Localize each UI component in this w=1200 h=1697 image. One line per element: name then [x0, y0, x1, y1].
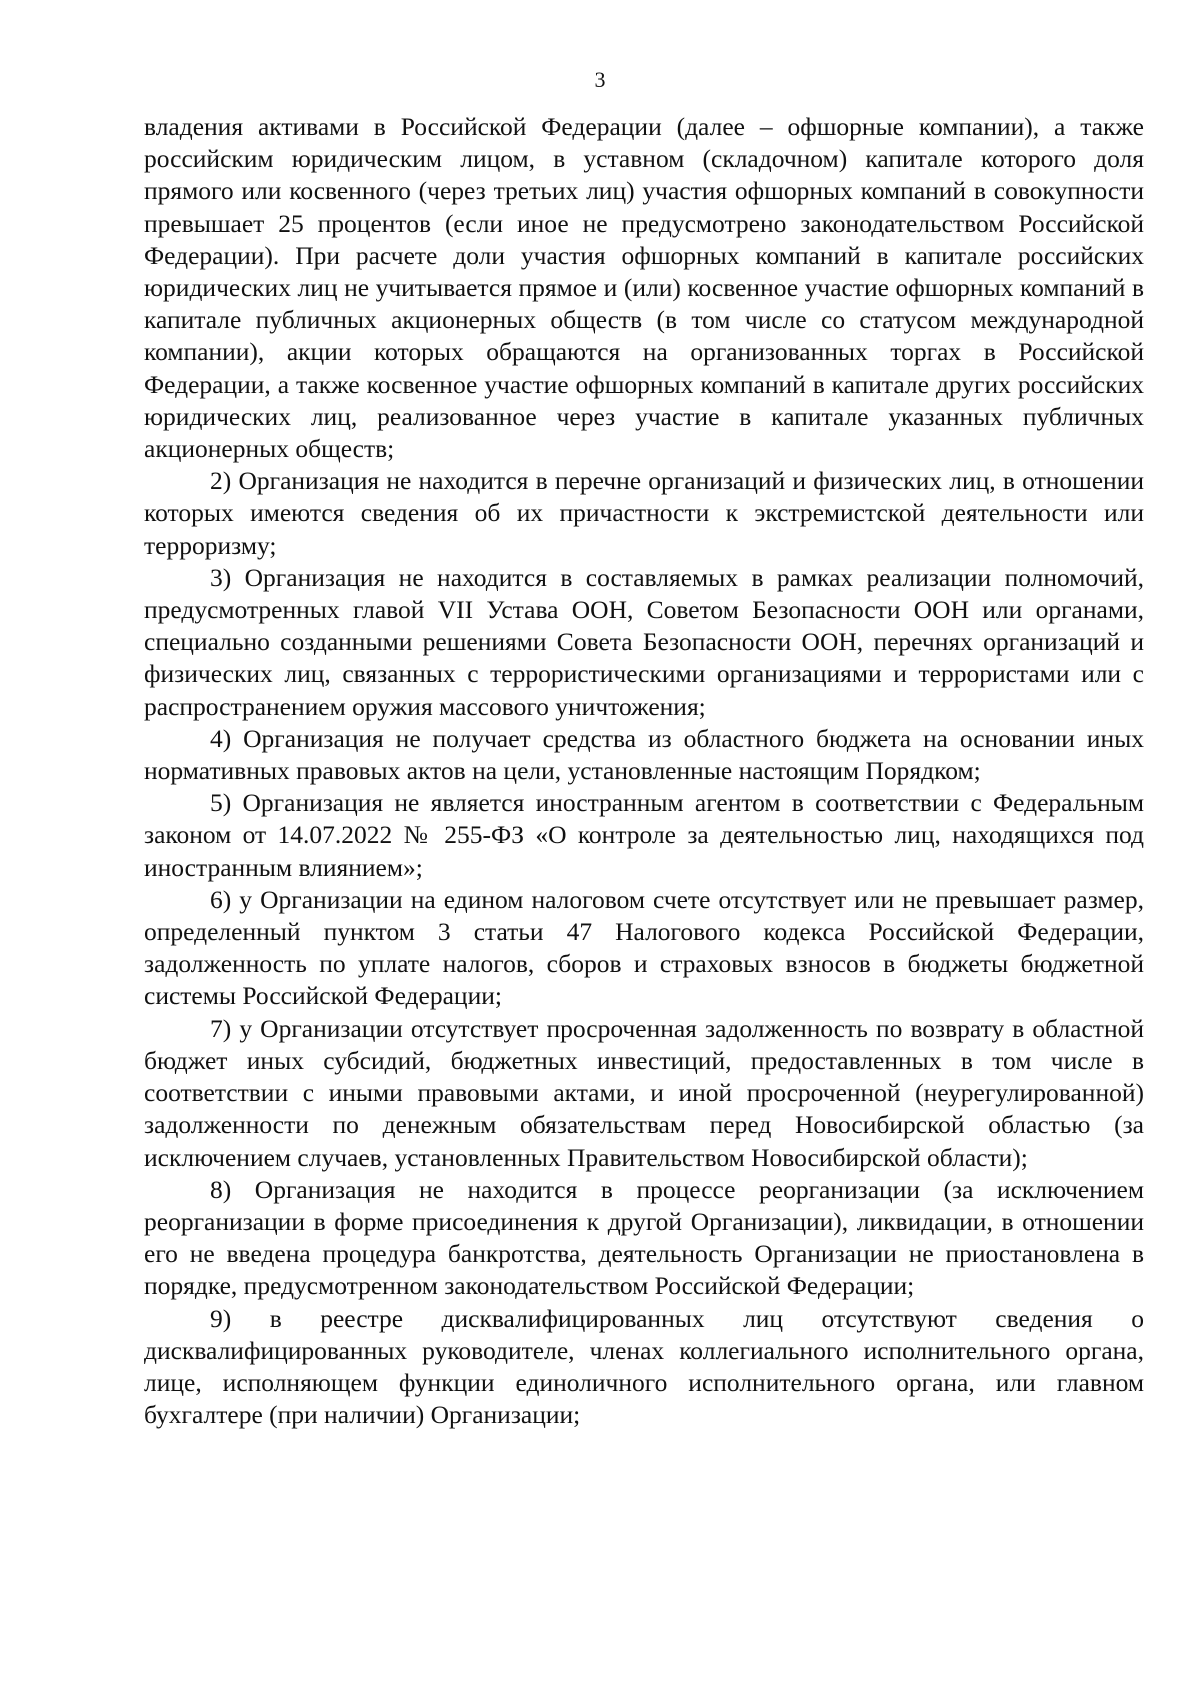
paragraph-item-9: 9) в реестре дисквалифицированных лиц отсутствуют сведения о дисквалифицированных руководителе, членах коллегиального исполнительного органа, лице, исполняющем функции единоличного исполнительного органа, или главном бухгалтере (при наличии) Организации;	[144, 1303, 1144, 1430]
page-number: 3	[594, 67, 606, 92]
paragraph-item-8: 8) Организация не находится в процессе реорганизации (за исключением реорганизации в форме присоединения к другой Организации), ликвидации, в отношении его не введена процедура банкротства, деятельность Организации не приостановлена в порядке, предусмотренном законодательством Российской Федерации;	[144, 1174, 1144, 1301]
paragraph-item-7: 7) у Организации отсутствует просроченная задолженность по возврату в областной бюджет иных субсидий, бюджетных инвестиций, предоставленных в том числе в соответствии с иными правовыми актами, и иной просроченной (неурегулированной) задолженности по денежным обязательствам перед Новосибирской областью (за исключением случаев, установленных Правительством Новосибирской области);	[144, 1013, 1144, 1172]
paragraph-item-3: 3) Организация не находится в составляемых в рамках реализации полномочий, предусмотренных главой VII Устава ООН, Советом Безопасности ООН или органами, специально созданными решениями Совета Безопасности ООН, перечнях организаций и физических лиц, связанных с террористическими организациями и террористами или с распространением оружия массового уничтожения;	[144, 562, 1144, 721]
paragraph-item-6: 6) у Организации на едином налоговом счете отсутствует или не превышает размер, определенный пунктом 3 статьи 47 Налогового кодекса Российской Федерации, задолженность по уплате налогов, сборов и страховых взносов в бюджеты бюджетной системы Российской Федерации;	[144, 884, 1144, 1011]
paragraph-continuation: владения активами в Российской Федерации (далее – офшорные компании), а также российским юридическим лицом, в уставном (складочном) капитале которого доля прямого или косвенного (через третьих лиц) участия офшорных компаний в совокупности превышает 25 процентов (если иное не предусмотрено законодательством Российской Федерации). При расчете доли участия офшорных компаний в капитале российских юридических лиц не учитывается прямое и (или) косвенное участие офшорных компаний в капитале публичных акционерных обществ (в том числе со статусом международной компании), акции которых обращаются на организованных торгах в Российской Федерации, а также косвенное участие офшорных компаний в капитале других российских юридических лиц, реализованное через участие в капитале указанных публичных акционерных обществ;	[144, 112, 1144, 464]
paragraph-item-2: 2) Организация не находится в перечне организаций и физических лиц, в отношении которых имеются сведения об их причастности к экстремистской деятельности или терроризму;	[144, 466, 1144, 560]
paragraph-item-4: 4) Организация не получает средства из областного бюджета на основании иных нормативных правовых актов на цели, установленные настоящим Порядком;	[144, 723, 1144, 786]
document-body	[144, 111, 1144, 1431]
paragraph-item-5: 5) Организация не является иностранным агентом в соответствии с Федеральным законом от 14.07.2022 № 255-ФЗ «О контроле за деятельностью лиц, находящихся под иностранным влиянием»;	[144, 788, 1144, 882]
